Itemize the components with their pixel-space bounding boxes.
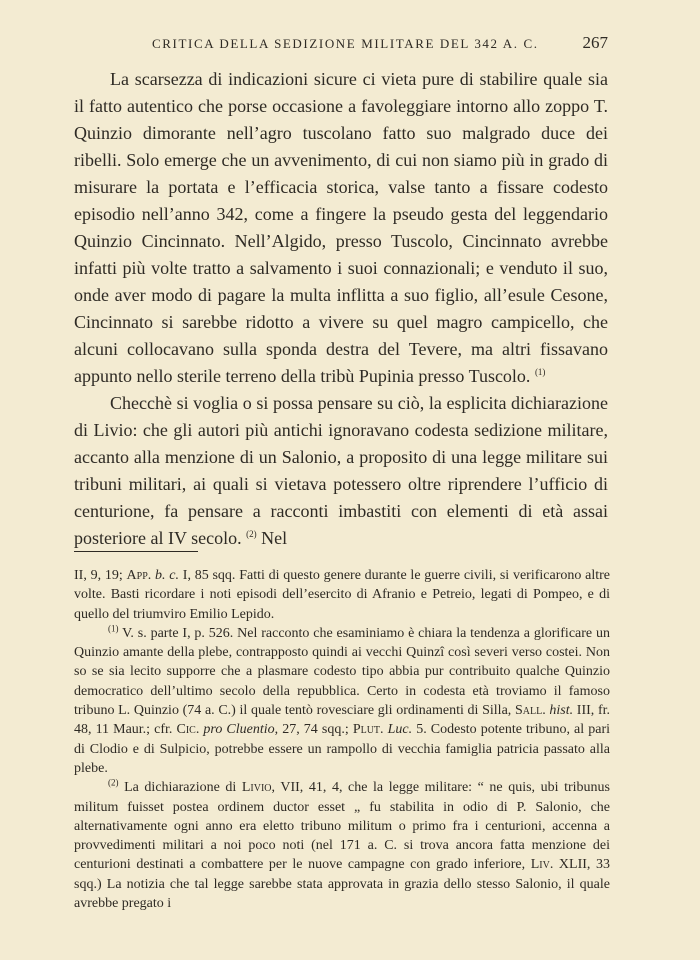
paragraph-2: [74, 390, 608, 552]
footnote-1: [74, 624, 610, 778]
footnote-separator: [74, 551, 198, 552]
paragraph-1-text: La scarsezza di indicazioni sicure ci vieta pure di stabilire quale sia il fatto autentico che porse occasione a favoleggiare intorno allo zoppo T. Quinzio dimorante nell’agro tuscolano fatto suo malgrado duce dei ribelli. Solo emerge che un avvenimento, di cui non siamo più in grado di misurare la portata e l’efficacia storica, valse tanto a fissare codesto episodio nell’anno 342, come a fingere la pseudo gesta del leggendario Quinzio Cincinnato. Nell’Algido, presso Tuscolo, Cincinnato avrebbe infatti più volte tratto a salvamento i suoi connazionali; e venduto il suo, onde aver modo di pagare la multa inflitta a suo figlio, all’esule Cesone, Cincinnato si sarebbe ridotto a vivere su quel magro campicello, che alcuni collocavano sulla sponda destra del Tevere, ma altri fissavano appunto nello sterile terreno della tribù Pupinia presso Tuscolo.: [74, 69, 608, 386]
fn-text: , 27, 74 sqq.;: [274, 722, 353, 738]
fn-text: I, 85 sqq. Fatti di questo genere durante le guerre civili, si verificarono altre volte. Basti ricordare i noti episodi dell’esercito di Afranio e Petreio, legati di Pompeo, e di quello del triumviro Emilio Lepido.: [74, 568, 611, 622]
fn-text: III, fr. 48, 11 Maur.; cfr.: [74, 703, 610, 738]
fn-work-title: pro Cluentio: [199, 722, 275, 738]
footnote-2: [74, 778, 610, 913]
note-ref-1: (1): [534, 367, 546, 377]
footnote-continuation: [74, 566, 610, 624]
fn-author-sall: Sall.: [514, 703, 546, 719]
paragraph-2-tail: Nel: [261, 528, 288, 548]
page-number: 267: [582, 33, 608, 52]
fn-author-cic: Cic.: [176, 722, 200, 738]
fn-author-livio: Livio: [241, 780, 272, 796]
fn-text: II, 9, 19;: [74, 568, 127, 583]
paragraph-1: [74, 66, 608, 390]
running-title: CRITICA DELLA SEDIZIONE MILITARE DEL 342 A. C.: [152, 36, 539, 51]
page-header: [74, 33, 608, 56]
fn-text: 5. Codesto potente tribuno, al pari di Clodio e di Sulpicio, potrebbe essere un rampollo di vecchia famiglia patricia passato alla plebe.: [74, 722, 610, 776]
fn-author-liv: Liv.: [530, 857, 554, 873]
footnote-1-mark: (1): [108, 623, 119, 634]
paragraph-2-text: Checchè si voglia o si possa pensare su ciò, la esplicita dichiarazione di Livio: che gli autori più antichi ignoravano codesta sedizione militare, accanto alla menzione di un Salonio, a proposito di una legge militare sui tribuni militari, ai quali si vietava potessero oltre riprendere l’ufficio di centurione, fa pensare a racconti imbastiti con elementi di età assai posteriore al IV secolo.: [74, 393, 608, 548]
fn-work-title: b. c.: [151, 568, 180, 583]
fn-text: La dichiarazione di: [118, 780, 242, 796]
main-text: [74, 66, 608, 552]
footnote-2-mark: (2): [108, 777, 119, 788]
fn-work-title: hist.: [545, 703, 574, 719]
fn-text: XLII, 33 sqq.) La notizia che tal legge sarebbe stata approvata in grazia dello stesso Salonio, il quale avrebbe pregato i: [74, 857, 610, 912]
fn-text: , VII, 41, 4, che la legge militare: “ ne quis, ubi tribunus militum fuisset postea ordinem ductor esset „ fu stabilita in odio di P. Salonio, che alternativamente ogni anno era eletto tribuno militum o primo fra i centurioni, accenna a provvedimenti militari a noi poco noti (nel 171 a. C. si trova ancora fatta menzione dei centurioni destinati a combattere per le nuove campagne con grado inferiore,: [74, 780, 610, 873]
footnotes: [74, 566, 610, 913]
fn-author-app: App.: [126, 568, 152, 583]
note-ref-2: (2): [246, 529, 257, 539]
fn-text: V. s. parte I, p. 526. Nel racconto che esaminiamo è chiara la tendenza a glorificare un Quinzio amante della plebe, contrapposto quindi ai vecchi Quinzî così severi verso costei. Non so se sia lecito supporre che a plasmare codesto tipo abbia pur contribuito qualche Quinzio democratico dell’ultimo secolo della repubblica. Certo in codesta età troviamo il famoso tribuno L. Quinzio (74 a. C.) il quale tentò rovesciare gli ordinamenti di Silla,: [74, 625, 610, 719]
fn-work-title: Luc.: [383, 722, 413, 738]
fn-author-plut: Plut.: [352, 722, 384, 738]
